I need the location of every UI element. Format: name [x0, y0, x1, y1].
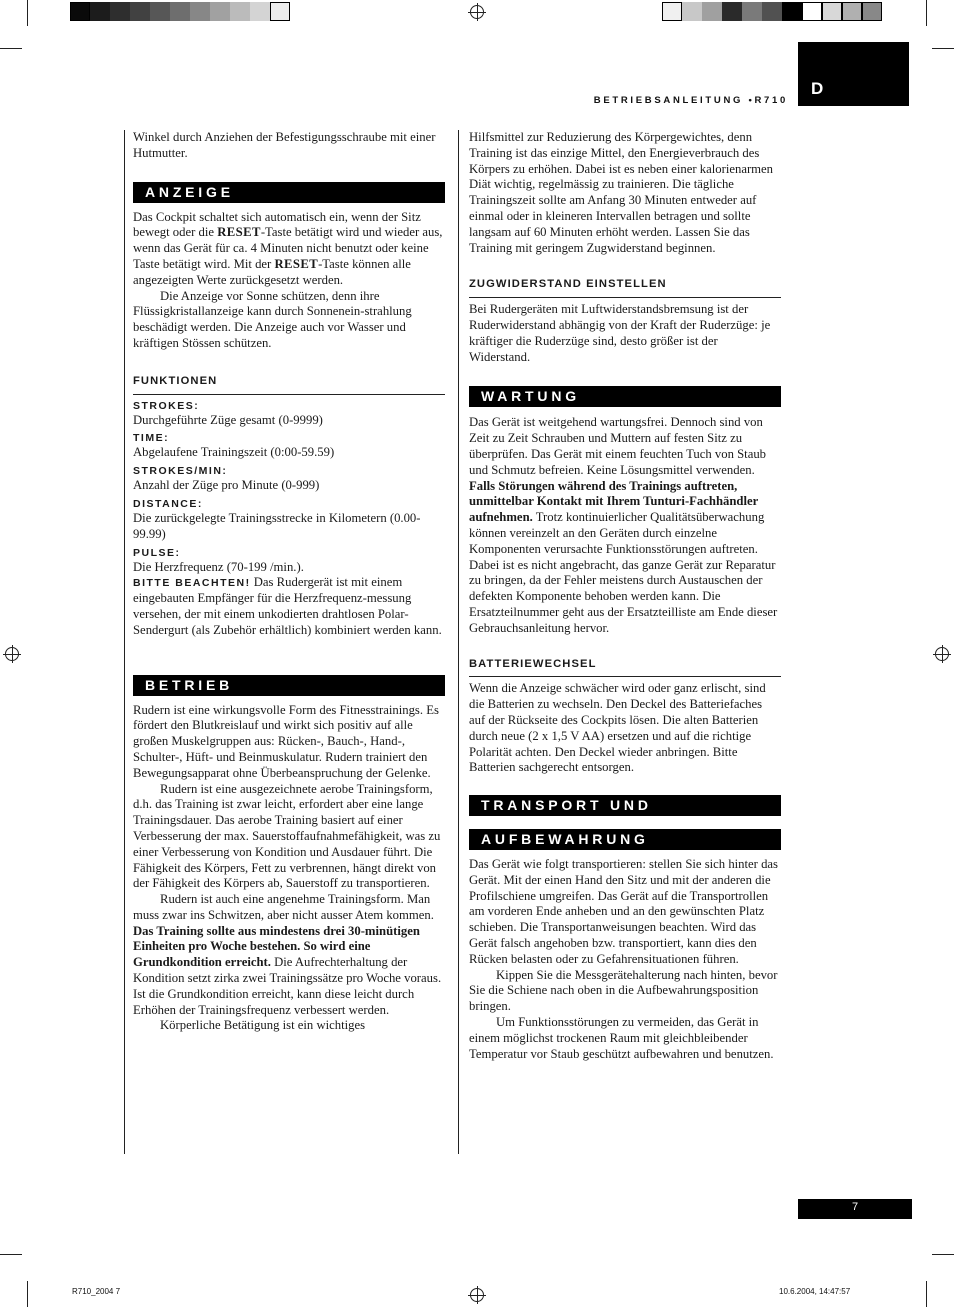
color-swatch [722, 2, 742, 21]
crop-mark [926, 1281, 927, 1307]
transport-paragraph: Um Funktionsstörungen zu vermeiden, das Gerät in einem möglichst trockenen Raum mit gleichbleibender Temperatur vor Staub geschützt aufbewahren und benutzen. [469, 1015, 774, 1061]
color-swatch [782, 2, 802, 21]
zugwiderstand-paragraph: Bei Rudergeräten mit Luftwiderstandsbremsung ist der Ruderwiderstand abhängig von der Kraft der Ruderzüge: je kräftiger die Ruderzüge sind, desto größer ist der Widerstand. [469, 302, 771, 364]
anzeige-paragraph: Das Cockpit schaltet sich automatisch ein, wenn der Sitz bewegt oder die RESET-Taste betätigt wird und wieder aus, wenn das Gerät für ca. 4 Minuten nicht benutzt oder keine Taste betätigt wird. Mit der RESET-Taste können alle angezeigten Werte zurückgesetzt werden. [133, 209, 443, 287]
subheading-batteriewechsel: BATTERIEWECHSEL [469, 657, 781, 678]
betrieb-paragraph: Rudern ist eine wirkungsvolle Form des Fitnesstrainings. Es fördert den Blutkreislauf und wirkt sich positiv auf alle großen Muskelgruppen aus: Rücken-, Bauch-, Hand-, Schulter-, Hüft- und Beinmuskulatur. Rudern trainiert den Bewegungsapparat ohne Überbeanspruchung der Gelenke. [133, 702, 439, 780]
function-desc: Abgelaufene Trainingszeit (0:00-59.59) [133, 445, 335, 460]
color-swatch [250, 2, 270, 21]
intro-paragraph: Hilfsmittel zur Reduzierung des Körpergewichtes, denn Training ist das einzige Mittel, den Energieverbrauch des Körpers zu erhöhen. Dabei ist es neben einer kalorienarmen Diät wichtig, regelmässig zu trainieren. Die tägliche Trainingszeit sollte am Anfang 30 Minuten entweder auf einmal oder in kleineren Intervallen betragen und sollte langsam auf 60 Minuten erhöht werden. Lassen Sie das Training mit geringem Zugwiderstand beginnen. [469, 130, 774, 255]
function-term: PULSE: [133, 546, 181, 559]
color-swatch [170, 2, 190, 21]
language-tab: D [798, 42, 909, 106]
betrieb-paragraph: Rudern ist eine ausgezeichnete aerobe Trainingsform, d.h. das Training ist zwar leicht, erfordert aber eine lange Trainingsdauer. Das aerobe Training basiert auf einer Verbesserung der max. Sauerstoffaufnahmefähigkeit, was zu einer Verbesserung von Kondition und Ausdauer führt. Die Fähigkeit des Körpers, Fett zu verbrennen, hängt direkt von der Fähigkeit des Körpers ab, Sauerstoff zu transportieren. [133, 781, 441, 891]
color-swatch [130, 2, 150, 21]
color-swatch [190, 2, 210, 21]
function-desc: Die zurückgelegte Trainingsstrecke in Kilometern (0.00-99.99) [133, 510, 421, 541]
color-swatch [802, 2, 822, 21]
color-swatch [270, 2, 290, 21]
column-rule [124, 130, 125, 1154]
section-heading-transport: TRANSPORT UND [469, 795, 781, 816]
function-desc: Die Herzfrequenz (70-199 /min.). [133, 559, 304, 574]
color-swatch [90, 2, 110, 21]
function-term: TIME: [133, 432, 170, 445]
registration-mark-icon [935, 647, 949, 661]
page-number: 7 [798, 1199, 912, 1219]
crop-mark [0, 1254, 22, 1255]
reset-key-label: RESET [274, 256, 319, 271]
note-term: BITTE BEACHTEN! [133, 577, 251, 590]
color-bar-right [662, 0, 884, 22]
section-heading-aufbewahrung: AUFBEWAHRUNG [469, 829, 781, 850]
color-swatch [110, 2, 130, 21]
color-swatch [822, 2, 842, 21]
batterie-paragraph: Wenn die Anzeige schwächer wird oder ganz erlischt, sind die Batterien zu wechseln. Den Deckel des Batteriefaches auf der Rückseite des Cockpits lösen. Die alten Batterien durch neue (2 x 1,5 V AA) ersetzen und auf die richtige Polarität achten. Den Deckel wieder anbringen. Bitte Batterien sachgerecht entsorgen. [469, 681, 766, 775]
registration-mark-icon [5, 647, 19, 661]
function-desc: Anzahl der Züge pro Minute (0-999) [133, 478, 320, 493]
function-desc: Durchgeführte Züge gesamt (0-9999) [133, 412, 323, 427]
reset-key-label: RESET [217, 225, 261, 240]
color-swatch [742, 2, 762, 21]
registration-mark-icon [470, 1288, 484, 1302]
function-list [133, 399, 445, 576]
intro-paragraph: Winkel durch Anziehen der Befestigungsschraube mit einer Hutmutter. [133, 130, 436, 160]
crop-mark [926, 0, 927, 26]
anzeige-paragraph: Die Anzeige vor Sonne schützen, denn ihre Flüssigkristallanzeige kann durch Sonnenein-strahlung beschädigt werden. Die Anzeige auch vor Wasser und kräftigen Stössen schützen. [133, 288, 412, 350]
slug-right: 10.6.2004, 14:47:57 [779, 1287, 851, 1296]
subheading-funktionen: FUNKTIONEN [133, 374, 445, 395]
color-swatch [230, 2, 250, 21]
crop-mark [0, 48, 22, 49]
crop-mark [932, 48, 954, 49]
transport-paragraph: Kippen Sie die Messgerätehalterung nach hinten, bevor Sie die Schiene nach oben in die Aufbewahrungsposition bringen. [469, 967, 778, 1014]
color-swatch [662, 2, 682, 21]
color-swatch [762, 2, 782, 21]
function-term: STROKES/MIN: [133, 465, 228, 478]
color-swatch [842, 2, 862, 21]
betrieb-paragraph: Rudern ist auch eine angenehme Trainingsform. Man muss zwar ins Schwitzen, aber nicht ausser Atem kommen. Das Training sollte aus mindestens drei 30-minütigen Einheiten pro Woche bestehen. So wird eine Grundkondition erreicht. Die Aufrechterhaltung der Kondition setzt zirka zwei Trainingssätze pro Woche voraus. Ist die Grundkondition erreicht, kann diese leicht durch Erhöhen der Trainingsfrequenz verbessert werden. [133, 892, 442, 1017]
wartung-paragraph: Das Gerät ist weitgehend wartungsfrei. Dennoch sind von Zeit zu Zeit Schrauben und Muttern auf festen Sitz zu überprüfen. Das Gerät mit einem feuchten Tuch von Staub und Schmutz befreien. Keine Lösungsmittel verwenden. Falls Störungen während des Trainings auftreten, unmittelbar Kontakt mit Ihrem Tunturi-Fachhändler aufnehmen. Trotz kontinuierlicher Qualitätsüberwachung können vereinzelt an den Geräten durch einzelne Komponenten verursachte Funktionsstörungen auftreten. Dabei ist es nicht angebracht, das ganze Gerät zur Reparatur zu bringen, da der Fehler meistens durch Austauschen der defekten Komponente behoben werden kann. Die Ersatzteilnummer geht aus der Ersatzteilliste am Ende dieser Gebrauchsanleitung hervor. [469, 415, 778, 635]
color-swatch [70, 2, 90, 21]
color-bar-left [70, 0, 292, 22]
transport-paragraph: Das Gerät wie folgt transportieren: stellen Sie sich hinter das Gerät. Mit der einen Hand den Sitz und mit der anderen die Profilschiene umgreifen. Das Gerät auf die Transportrollen am vorderen Ende anheben und an den gewünschten Platz schieben. Die Transportanweisungen beachten. Wird das Gerät falsch angehoben bzw. transportiert, kann dies den Rücken belasten oder zu Gefahrensituationen führen. [469, 857, 778, 966]
crop-mark [27, 1281, 28, 1307]
color-swatch [862, 2, 882, 21]
section-heading-betrieb: BETRIEB [133, 675, 445, 696]
color-swatch [702, 2, 722, 21]
slug-left: R710_2004 7 [72, 1287, 121, 1296]
column-left [133, 130, 445, 1034]
note-paragraph: BITTE BEACHTEN! Das Rudergerät ist mit einem eingebauten Empfänger für die Herzfrequenz-messung versehen, der mit einem unkodierten drahtlosen Polar-Sendergurt (als Zubehör erhältlich) kombiniert werden kann. [133, 575, 442, 637]
betrieb-paragraph: Körperliche Betätigung ist ein wichtiges [160, 1018, 366, 1033]
color-swatch [150, 2, 170, 21]
running-head: BETRIEBSANLEITUNG •R710 [593, 95, 788, 106]
color-swatch [682, 2, 702, 21]
section-heading-wartung: WARTUNG [469, 386, 781, 407]
color-swatch [210, 2, 230, 21]
column-rule [458, 130, 459, 1154]
subheading-zugwiderstand: ZUGWIDERSTAND EINSTELLEN [469, 277, 781, 298]
crop-mark [932, 1254, 954, 1255]
function-term: DISTANCE: [133, 497, 203, 510]
function-term: STROKES: [133, 399, 200, 412]
registration-mark-icon [470, 5, 484, 19]
section-heading-anzeige: ANZEIGE [133, 182, 445, 203]
crop-mark [27, 0, 28, 26]
column-right [469, 130, 781, 1062]
